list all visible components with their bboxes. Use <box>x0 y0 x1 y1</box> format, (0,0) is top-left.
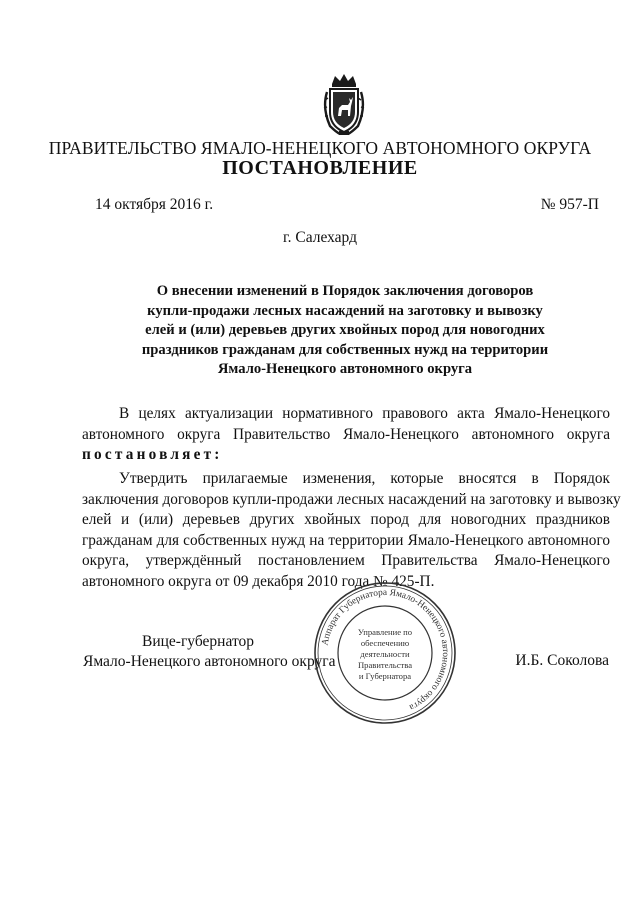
subject-line: Ямало-Ненецкого автономного округа <box>217 361 473 378</box>
subject-line: праздников гражданам для собственных нужд на территории <box>141 341 549 358</box>
paragraph-line: автономного округа от 09 декабря 2010 года № 425-П. <box>82 572 435 590</box>
signatory-region: Ямало-Ненецкого автономного округа <box>83 653 336 670</box>
stamp-ring-text: Аппарат Губернатора Ямало-Ненецкого автономного округа <box>320 587 451 713</box>
stamp-center-line: Управление по <box>357 627 413 637</box>
document-type-heading: ПОСТАНОВЛЕНИЕ <box>222 157 418 179</box>
resolves-keyword: постановляет: <box>82 446 223 464</box>
document-number: № 957-П <box>540 196 599 213</box>
document-subject <box>120 282 570 380</box>
paragraph-line: В целях актуализации нормативного правового акта Ямало-Ненецкого <box>119 405 610 422</box>
preamble-paragraph <box>82 404 610 466</box>
subject-line: елей и (или) деревьев других хвойных пород для новогодних <box>145 322 545 339</box>
document-city: г. Салехард <box>283 229 357 246</box>
subject-line: О внесении изменений в Порядок заключения договоров <box>156 283 534 299</box>
paragraph-line: Утвердить прилагаемые изменения, которые вносятся в Порядок <box>119 470 610 487</box>
coat-of-arms-icon <box>318 72 370 136</box>
stamp-center-line: Правительства <box>357 660 413 670</box>
paragraph-line: елей и (или) деревьев других хвойных пород для новогодних праздников <box>82 511 610 529</box>
signatory-title <box>83 632 336 672</box>
stamp-center-line: и Губернатора <box>358 671 412 681</box>
resolution-paragraph <box>82 469 621 593</box>
paragraph-line: автономного округа Правительство Ямало-Ненецкого автономного округа <box>82 425 610 443</box>
stamp-center-line: деятельности <box>360 649 410 659</box>
government-title: ПРАВИТЕЛЬСТВО ЯМАЛО-НЕНЕЦКОГО АВТОНОМНОГО ОКРУГА <box>48 138 592 158</box>
signatory-position: Вице-губернатор <box>141 633 255 650</box>
signatory-name: И.Б. Соколова <box>515 652 609 669</box>
round-seal-stamp-icon <box>312 580 458 726</box>
paragraph-line: гражданам для собственных нужд на территории Ямало-Ненецкого автономного <box>82 531 610 549</box>
paragraph-line: заключения договоров купли-продажи лесных насаждений на заготовку и вывозку <box>82 490 621 508</box>
stamp-center-line: обеспечению <box>360 638 410 648</box>
document-date: 14 октября 2016 г. <box>95 196 214 213</box>
subject-line: купли-продажи лесных насаждений на заготовку и вывозку <box>147 302 543 319</box>
paragraph-line: округа, утверждённый постановлением Правительства Ямало-Ненецкого <box>82 552 610 570</box>
